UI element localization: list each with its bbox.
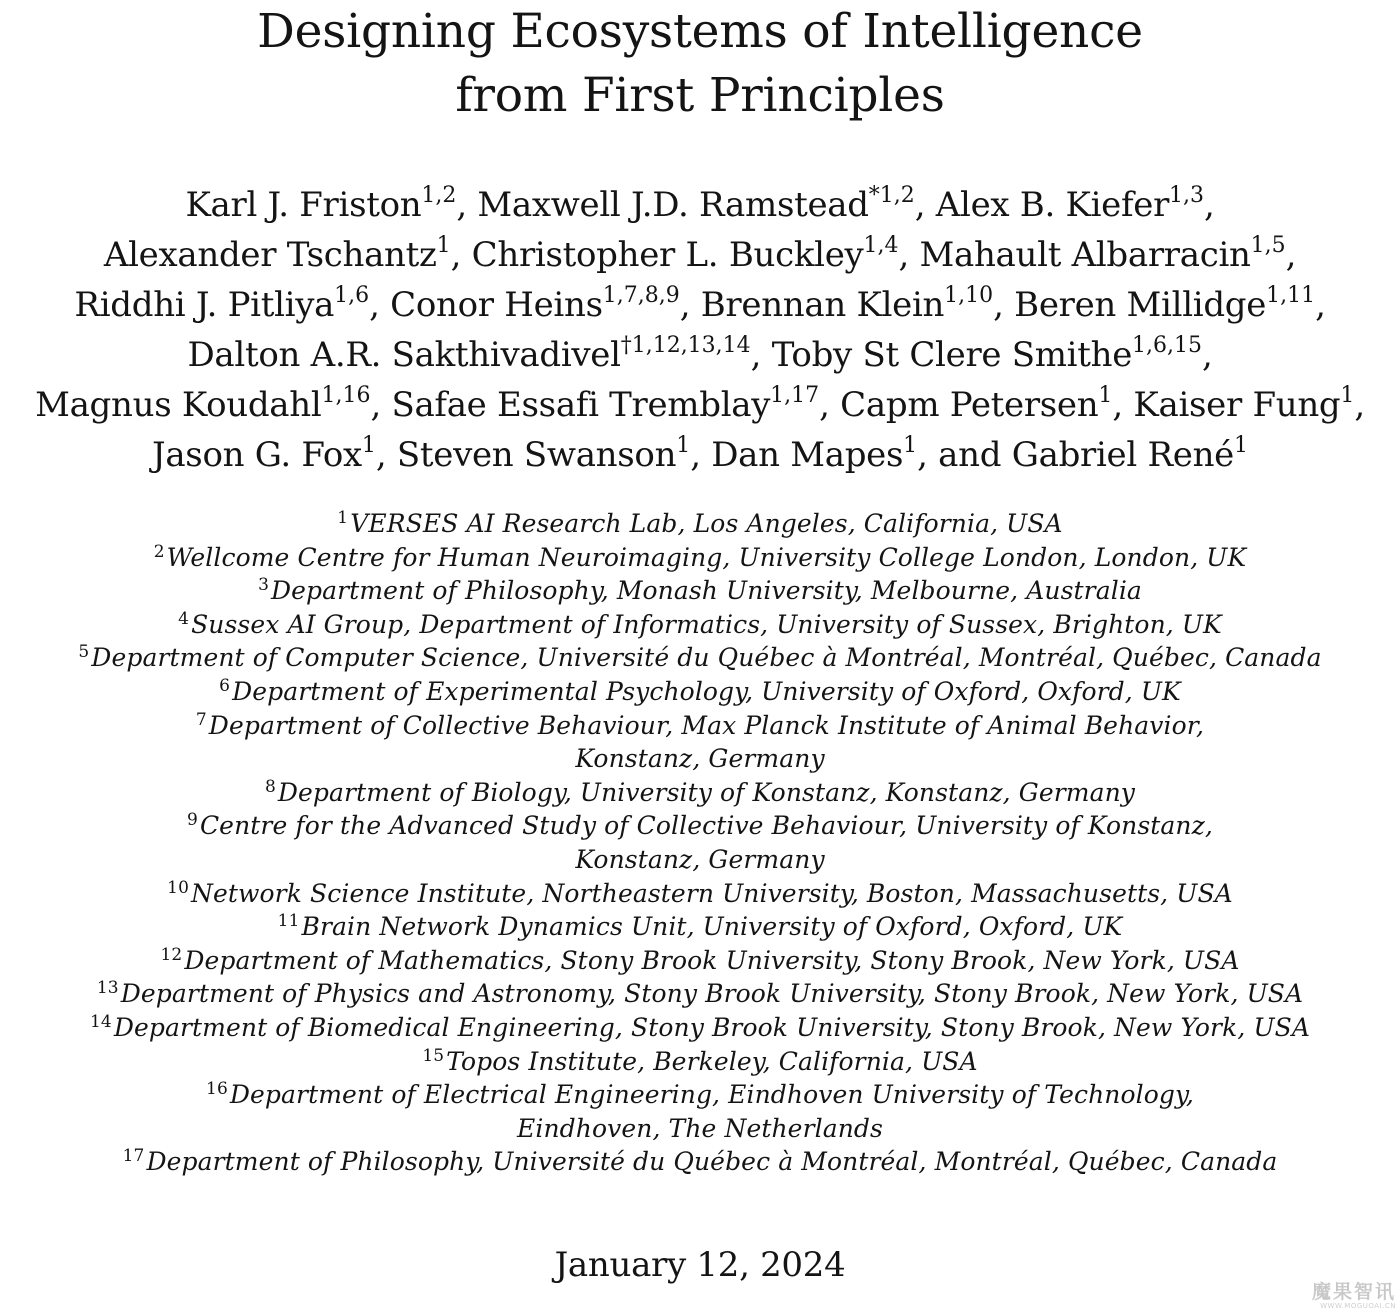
affiliation-text: Department of Mathematics, Stony Brook University, Stony Brook, New York, USA [184, 945, 1240, 975]
author-separator: , and [917, 435, 1012, 475]
affiliation-text: Topos Institute, Berkeley, California, USA [446, 1046, 978, 1076]
author-affiliation-marker: 1 [903, 433, 918, 458]
author-affiliation-marker: 1 [1098, 383, 1113, 408]
affiliation-item [0, 507, 1400, 541]
affiliation-item [0, 574, 1400, 608]
author-name [1012, 435, 1248, 475]
author-name-text: Beren Millidge [1014, 285, 1267, 325]
author-name [919, 235, 1285, 275]
affiliation-number: 4 [178, 608, 190, 629]
author-affiliation-marker: 1 [1234, 433, 1248, 458]
author-name [711, 435, 917, 475]
author-name [397, 435, 690, 475]
affiliation-number: 3 [258, 575, 269, 596]
author-name-text: Karl J. Friston [185, 185, 422, 225]
affiliation-text: Department of Biology, University of Konstanz, Konstanz, Germany [277, 777, 1136, 807]
author-name [772, 335, 1202, 375]
author-name [840, 385, 1112, 425]
affiliation-number: 6 [219, 675, 231, 696]
affiliation-text: Brain Network Dynamics Unit, University of Oxford, Oxford, UK [301, 912, 1123, 942]
affiliation-number: 15 [422, 1045, 445, 1066]
author-name [1014, 285, 1315, 325]
author-name [701, 285, 993, 325]
affiliation-continuation: Konstanz, Germany [575, 844, 825, 874]
author-name [390, 285, 680, 325]
author-separator: , [1204, 185, 1215, 225]
author-affiliation-marker: 1,16 [321, 383, 371, 408]
author-separator: , [450, 235, 472, 275]
affiliation-number: 16 [206, 1079, 228, 1100]
affiliation-text: VERSES AI Research Lab, Los Angeles, California, USA [350, 509, 1063, 538]
affiliation-number: 10 [167, 877, 190, 898]
affiliation-item [0, 1145, 1400, 1179]
author-name [187, 335, 750, 375]
author-name-text: Gabriel René [1011, 435, 1234, 475]
author-name-text: Capm Petersen [840, 385, 1099, 425]
author-separator: , [819, 385, 841, 425]
author-name [35, 385, 370, 425]
affiliation-item [0, 641, 1400, 675]
author-name [936, 185, 1204, 225]
author-name-text: Riddhi J. Pitliya [74, 285, 335, 325]
affiliation-list [0, 507, 1400, 1179]
affiliation-continuation: Eindhoven, The Netherlands [517, 1113, 883, 1143]
paper-title-line-1: Designing Ecosystems of Intelligence [257, 4, 1143, 59]
affiliation-text: Department of Experimental Psychology, University of Oxford, Oxford, UK [232, 676, 1181, 706]
paper-title [0, 0, 1400, 128]
author-name [477, 185, 914, 225]
author-separator: , [1112, 385, 1134, 425]
author-name-text: Kaiser Fung [1133, 385, 1341, 425]
affiliation-number: 11 [277, 911, 300, 932]
author-affiliation-marker: †1,12,13,14 [620, 333, 751, 358]
author-separator: , [456, 185, 478, 225]
author-name-text: Maxwell J.D. Ramstead [477, 185, 869, 225]
affiliation-item [0, 944, 1400, 978]
affiliation-number: 13 [96, 978, 119, 999]
author-affiliation-marker: 1,6 [334, 283, 370, 308]
author-list [0, 180, 1400, 480]
author-name [472, 235, 899, 275]
author-affiliation-marker: 1,11 [1266, 283, 1316, 308]
author-line [0, 280, 1400, 330]
affiliation-item [0, 809, 1400, 843]
affiliation-text: Department of Biomedical Engineering, Stony Brook University, Stony Brook, New York, USA [113, 1012, 1310, 1042]
affiliation-number: 2 [153, 541, 165, 562]
affiliation-number: 9 [187, 810, 198, 831]
watermark-text: 魔果智讯 [1311, 1281, 1396, 1303]
affiliation-item [0, 1011, 1400, 1045]
author-line [0, 380, 1400, 430]
author-affiliation-marker: 1,10 [944, 283, 994, 308]
affiliation-item [0, 910, 1400, 944]
author-name-text: Mahault Albarracin [919, 235, 1251, 275]
author-separator: , [898, 235, 920, 275]
affiliation-item [0, 608, 1400, 642]
author-separator: , [1285, 235, 1297, 275]
author-line [0, 330, 1400, 380]
author-name-text: Conor Heins [390, 285, 603, 325]
affiliation-number: 1 [337, 508, 349, 528]
author-separator: , [993, 285, 1015, 325]
author-separator: , [375, 435, 397, 475]
author-name-text: Christopher L. Buckley [471, 235, 864, 275]
author-affiliation-marker: 1 [361, 433, 376, 458]
author-name-text: Dalton A.R. Sakthivadivel [187, 335, 621, 375]
watermark-url: WWW.MOGUOAI.CN [1320, 1302, 1396, 1310]
author-affiliation-marker: 1,4 [863, 233, 899, 258]
author-name-text: Toby St Clere Smithe [771, 335, 1133, 375]
affiliation-text: Department of Collective Behaviour, Max Planck Institute of Animal Behavior, [208, 710, 1205, 740]
author-affiliation-marker: 1 [676, 433, 691, 458]
author-name-text: Brennan Klein [700, 285, 945, 325]
author-affiliation-marker: 1,17 [770, 383, 820, 408]
publication-date: January 12, 2024 [554, 1245, 846, 1285]
author-separator: , [914, 185, 936, 225]
affiliation-item [0, 709, 1400, 743]
author-name [391, 385, 819, 425]
affiliation-text: Department of Electrical Engineering, Eindhoven University of Technology, [229, 1080, 1194, 1110]
author-name-text: Jason G. Fox [152, 435, 362, 475]
affiliation-item [0, 1078, 1400, 1112]
author-name-text: Alex B. Kiefer [935, 185, 1170, 225]
author-name-text: Dan Mapes [711, 435, 904, 475]
affiliation-item [0, 1045, 1400, 1079]
author-affiliation-marker: 1,5 [1250, 233, 1286, 258]
affiliation-text: Department of Philosophy, Université du Québec à Montréal, Montréal, Québec, Canada [146, 1147, 1278, 1177]
author-affiliation-marker: 1,6,15 [1132, 333, 1203, 358]
affiliation-text: Department of Computer Science, Université du Québec à Montréal, Montréal, Québec, Canada [91, 643, 1322, 673]
affiliation-text: Department of Physics and Astronomy, Stony Brook University, Stony Brook, New York, USA [120, 979, 1304, 1009]
author-name-text: Steven Swanson [396, 435, 677, 475]
author-affiliation-marker: 1,3 [1169, 183, 1205, 208]
author-name-text: Magnus Koudahl [35, 385, 322, 425]
affiliation-item [0, 776, 1400, 810]
author-line [0, 430, 1400, 480]
affiliation-text: Wellcome Centre for Human Neuroimaging, University College London, London, UK [166, 542, 1247, 572]
affiliation-number: 14 [89, 1011, 112, 1032]
affiliation-item [0, 877, 1400, 911]
author-name [185, 185, 456, 225]
author-line [0, 230, 1400, 280]
affiliation-number: 8 [264, 776, 276, 797]
author-name [104, 235, 451, 275]
affiliation-number: 5 [78, 642, 90, 663]
affiliation-item [0, 977, 1400, 1011]
affiliation-item [0, 675, 1400, 709]
affiliation-text: Network Science Institute, Northeastern University, Boston, Massachusetts, USA [191, 878, 1233, 908]
affiliation-number: 12 [160, 944, 183, 965]
author-separator: , [1315, 285, 1326, 325]
author-separator: , [750, 335, 772, 375]
affiliation-number: 7 [195, 709, 207, 730]
author-name [1133, 385, 1354, 425]
watermark-logo [1296, 1282, 1396, 1310]
author-separator: , [690, 435, 712, 475]
author-affiliation-marker: 1 [436, 233, 451, 258]
author-separator: , [679, 285, 701, 325]
author-affiliation-marker: 1,2 [421, 183, 457, 208]
author-name [74, 285, 369, 325]
author-line [0, 180, 1400, 230]
affiliation-text: Sussex AI Group, Department of Informatics, University of Sussex, Brighton, UK [191, 609, 1222, 639]
affiliation-item [0, 541, 1400, 575]
author-name-text: Safae Essafi Tremblay [391, 385, 771, 425]
author-affiliation-marker: *1,2 [868, 183, 915, 208]
author-name-text: Alexander Tschantz [103, 235, 437, 275]
paper-title-line-2: from First Principles [455, 68, 945, 123]
author-separator: , [369, 285, 391, 325]
author-separator: , [370, 385, 392, 425]
author-affiliation-marker: 1 [1340, 383, 1355, 408]
author-separator: , [1354, 385, 1365, 425]
affiliation-text: Centre for the Advanced Study of Collective Behaviour, University of Konstanz, [199, 811, 1213, 841]
affiliation-number: 17 [122, 1146, 145, 1167]
author-affiliation-marker: 1,7,8,9 [602, 283, 680, 308]
author-name [152, 435, 376, 475]
affiliation-text: Department of Philosophy, Monash University, Melbourne, Australia [270, 576, 1142, 606]
affiliation-continuation: Konstanz, Germany [575, 744, 825, 774]
author-separator: , [1202, 335, 1213, 375]
